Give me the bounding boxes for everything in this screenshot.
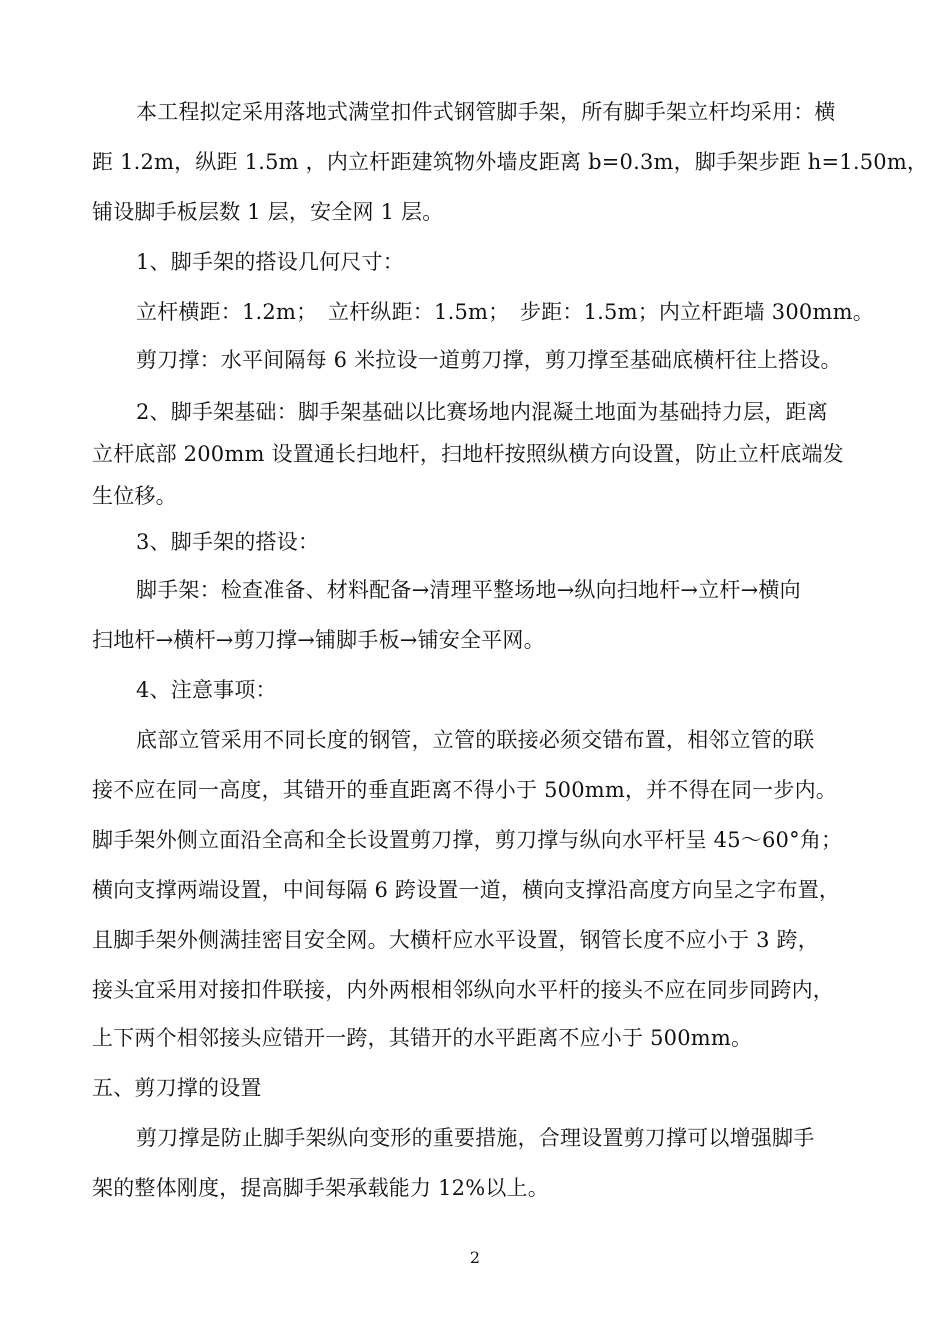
page-number: 2 <box>469 1248 481 1267</box>
paragraph-line: 架的整体刚度，提高脚手架承载能力 12%以上。 <box>92 1176 549 1200</box>
paragraph-line: 立杆底部 200mm 设置通长扫地杆，扫地杆按照纵横方向设置，防止立杆底端发 <box>92 442 844 466</box>
paragraph-line: 距 1.2m，纵距 1.5m ，内立杆距建筑物外墙皮距离 b=0.3m，脚手架步距 h=1.50m， <box>92 150 929 174</box>
paragraph-line: 扫地杆→横杆→剪刀撑→铺脚手板→铺安全平网。 <box>92 628 545 652</box>
paragraph-line: 底部立管采用不同长度的钢管，立管的联接必须交错布置，相邻立管的联 <box>136 728 815 752</box>
paragraph-line: 剪刀撑：水平间隔每 6 米拉设一道剪刀撑，剪刀撑至基础底横杆往上搭设。 <box>136 348 842 372</box>
paragraph-line: 脚手架外侧立面沿全高和全长设置剪刀撑，剪刀撑与纵向水平杆呈 45～60°角； <box>92 828 843 852</box>
paragraph-line: 接不应在同一高度，其错开的垂直距离不得小于 500mm，并不得在同一步内。 <box>92 778 837 802</box>
paragraph-line: 生位移。 <box>92 484 177 508</box>
paragraph-line: 剪刀撑是防止脚手架纵向变形的重要措施，合理设置剪刀撑可以增强脚手 <box>136 1126 815 1150</box>
section-heading-4: 4、注意事项： <box>136 678 277 702</box>
paragraph-line: 上下两个相邻接头应错开一跨，其错开的水平距离不应小于 500mm。 <box>92 1026 753 1050</box>
section-heading-1: 1、脚手架的搭设几何尺寸： <box>136 250 404 274</box>
paragraph-line: 本工程拟定采用落地式满堂扣件式钢管脚手架，所有脚手架立杆均采用：横 <box>136 100 836 124</box>
section-heading-5: 五、剪刀撑的设置 <box>92 1076 262 1100</box>
paragraph-line: 接头宜采用对接扣件联接，内外两根相邻纵向水平杆的接头不应在同步同跨内， <box>92 978 834 1002</box>
paragraph-line: 横向支撑两端设置，中间每隔 6 跨设置一道，横向支撑沿高度方向呈之字布置， <box>92 878 841 902</box>
section-heading-3: 3、脚手架的搭设： <box>136 530 320 554</box>
paragraph-line: 且脚手架外侧满挂密目安全网。大横杆应水平设置，钢管长度不应小于 3 跨， <box>92 928 819 952</box>
section-heading-2: 2、脚手架基础：脚手架基础以比赛场地内混凝土地面为基础持力层，距离 <box>136 400 828 424</box>
paragraph-line: 铺设脚手板层数 1 层，安全网 1 层。 <box>92 200 444 224</box>
paragraph-line: 脚手架：检查准备、材料配备→清理平整场地→纵向扫地杆→立杆→横向 <box>136 578 801 602</box>
paragraph-line: 立杆横距：1.2m； 立杆纵距：1.5m； 步距：1.5m；内立杆距墙 300mm。 <box>136 300 874 324</box>
